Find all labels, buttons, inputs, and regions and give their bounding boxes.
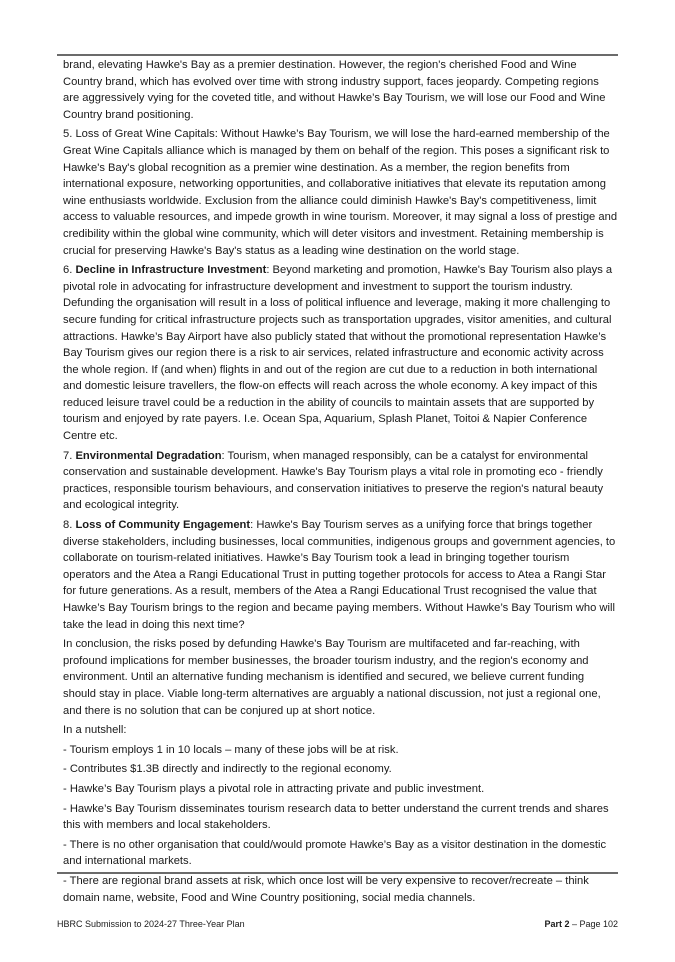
paragraph-environment: 7. Environmental Degradation: Tourism, when managed responsibly, can be a catalyst for environmental conservation and sustainable development. Hawke's Bay Tourism plays a vital role in promoting eco - friendly practices, responsible tourism behaviours, and conservation initiatives to preserve the region's natural beauty and ecological integrity. (63, 449, 604, 512)
list-item: - Contributes $1.3B directly and indirectly to the regional economy. (63, 763, 392, 776)
bottom-rule (57, 872, 618, 874)
paragraph-conclusion: In conclusion, the risks posed by defunding Hawke's Bay Tourism are multifaceted and far-reaching, with profound implications for member businesses, the broader tourism industry, and the region's economy and environment. Until an alternative funding mechanism is identified and secured, we believe current funding should stay in place. Viable long-term alternatives are arguably a national discussion, not just a regional one, and there is no solution that can be conjured up at short notice. (63, 638, 601, 717)
footer-part: Part 2 (544, 919, 570, 929)
heading-community: Loss of Community Engagement (75, 519, 251, 532)
paragraph-brand: brand, elevating Hawke's Bay as a premier destination. However, the region's cherished Food and Wine Country brand, which has evolved over time with strong industry support, faces jeopardy. Competing regions are aggressively vying for the coveted title, and without Hawke’s Bay Tourism, we will lose our Food and Wine Country brand positioning. (63, 59, 606, 121)
heading-environment: Environmental Degradation (75, 449, 222, 462)
document-body (63, 57, 618, 909)
list-item: - There is no other organisation that could/would promote Hawke’s Bay as a visitor destination in the domestic and international markets. (63, 838, 607, 868)
top-rule (57, 54, 618, 56)
list-item: - Hawke’s Bay Tourism plays a pivotal role in attracting private and public investment. (63, 782, 485, 795)
footer-page-number (544, 918, 618, 930)
list-item: - There are regional brand assets at risk, which once lost will be very expensive to recover/recreate – think domain name, website, Food and Wine Country positioning, social media channels. (63, 874, 589, 904)
paragraph-infrastructure: 6. Decline in Infrastructure Investment: Beyond marketing and promotion, Hawke's Bay Tourism also plays a pivotal role in advocating for infrastructure development and investment to support the tourism industry. Defunding the organisation will result in a loss of political influence and leverage, making it more challenging to secure funding for critical infrastructure projects such as transportation upgrades, visitor amenities, and cultural attractions. Hawke’s Bay Airport have also publicly stated that without the promotional representation Hawke’s Bay Tourism gives our region there is a risk to air services, related infrastructure and economic activity across the whole region. If (and when) flights in and out of the region are cut due to a reduction in both international and domestic leisure travellers, the flow-on effects will reach across the whole economy. A key impact of this reduced leisure travel could be a reduction in the ability of councils to maintain assets that are supported by tourism and enjoyed by rate payers. I.e. Ocean Spa, Aquarium, Splash Planet, Toitoi & Napier Conference Centre etc. (63, 264, 613, 443)
footer-page: – Page 102 (569, 919, 618, 929)
paragraph-wine-capitals: 5. Loss of Great Wine Capitals: Without Hawke’s Bay Tourism, we will lose the hard-earned membership of the Great Wine Capitals alliance which is managed by them on behalf of the region. This poses a significant risk to Hawke's Bay's global recognition as a premier wine destination. As a member, the region benefits from international exposure, networking opportunities, and collaborative initiatives that elevate its reputation among wine enthusiasts worldwide. Exclusion from the alliance could diminish Hawke's Bay's competitiveness, limit access to valuable resources, and impede growth in wine tourism. Moreover, it may signal a loss of prestige and credibility within the global wine community, which will deter visitors and investment. Retaining membership is crucial for preserving Hawke's Bay's status as a leading wine destination on the world stage. (63, 128, 618, 257)
paragraph-nutshell: In a nutshell: (63, 724, 127, 737)
heading-infrastructure: Decline in Infrastructure Investment (75, 264, 267, 277)
paragraph-community: 8. Loss of Community Engagement: Hawke's Bay Tourism serves as a unifying force that brings together diverse stakeholders, including businesses, local communities, indigenous groups and government agencies, to collaborate on tourism-related initiatives. Hawke’s Bay Tourism took a lead in bringing together tourism operators and the Atea a Rangi Educational Trust in putting together protocols for access to Atea a Rangi Star for future generations. As a result, members of the Atea a Rangi Educational Trust recognised the value that Hawke’s Bay Tourism brings to the region and became paying members. Without Hawke’s Bay Tourism who will take the lead in doing this next time? (63, 519, 616, 631)
footer-document-title: HBRC Submission to 2024-27 Three-Year Plan (57, 919, 245, 929)
list-item: - Hawke’s Bay Tourism disseminates tourism research data to better understand the current trends and shares this with members and local stakeholders. (63, 802, 609, 832)
list-item: - Tourism employs 1 in 10 locals – many of these jobs will be at risk. (63, 743, 399, 756)
